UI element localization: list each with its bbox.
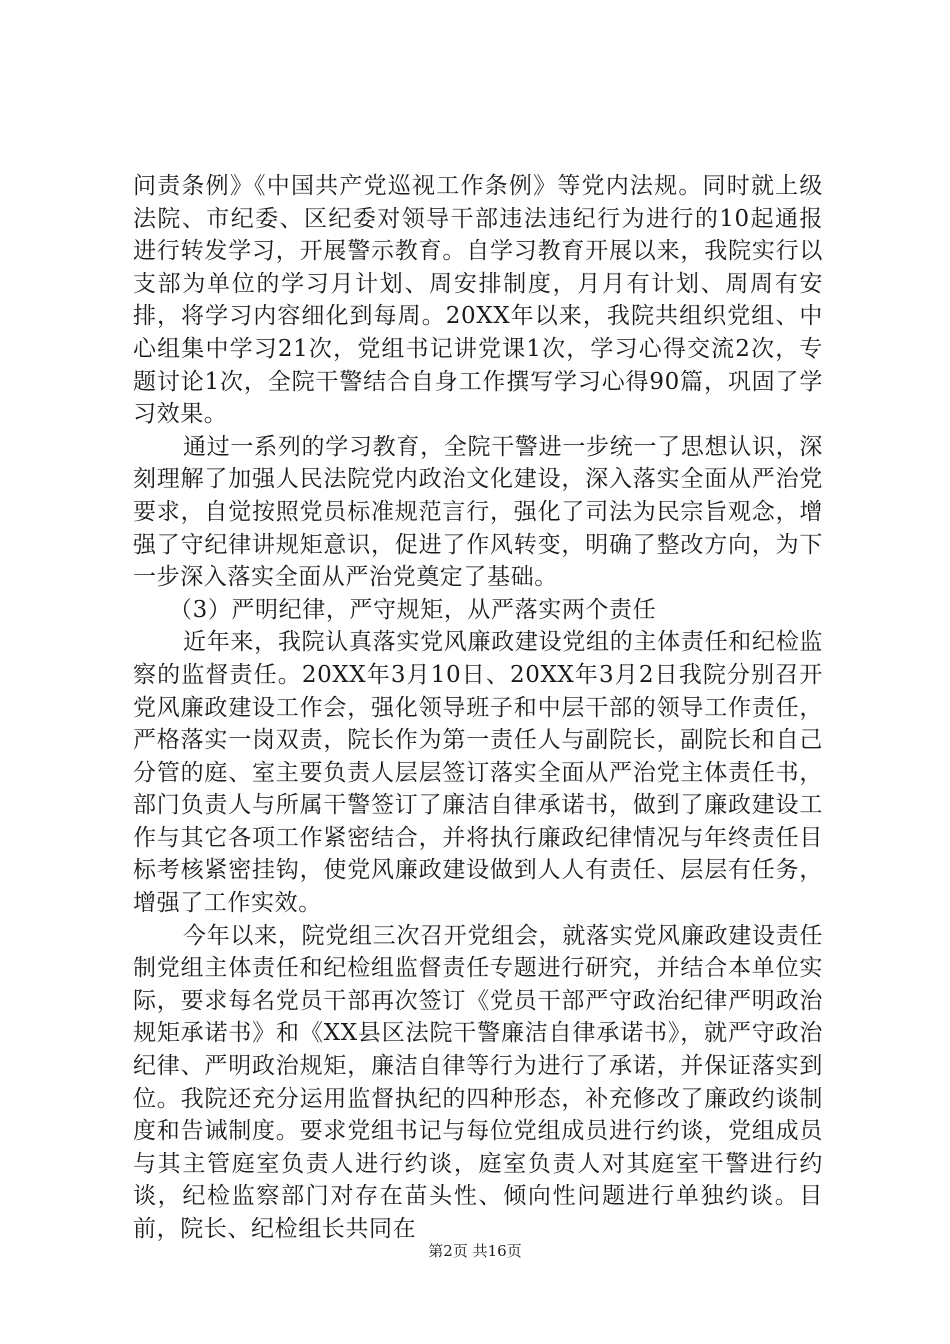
section-heading: （3）严明纪律，严守规矩，从严落实两个责任 [169, 596, 657, 623]
paragraph-study-outcome: 通过一系列的学习教育，全院干警进一步统一了思想认识，深刻理解了加强人民法院党内政治文化建设，深入落实全面从严治党要求，自觉按照党员标准规范言行，强化了司法为民宗旨观念，增强了守纪律讲规矩意识，促进了作风转变，明确了整改方向，为下一步深入落实全面从严治党奠定了基础。 [133, 433, 823, 591]
paragraph-this-year: 今年以来，院党组三次召开党组会，就落实党风廉政建设责任制党组主体责任和纪检组监督责任专题进行研究，并结合本单位实际，要求每名党员干部再次签订《党员干部严守政治纪律严明政治规矩承诺书》和《XX县区法院干警廉洁自律承诺书》，就严守政治纪律、严明政治规矩，廉洁自律等行为进行了承诺，并保证落实到位。我院还充分运用监督执纪的四种形态，补充修改了廉政约谈制度和告诫制度。要求党组书记与每位党组成员进行约谈，党组成员与其主管庭室负责人进行约谈，庭室负责人对其庭室干警进行约谈，纪检监察部门对存在苗头性、倾向性问题进行单独约谈。目前，院长、纪检组长共同在 [133, 922, 823, 1242]
paragraph-continuation: 问责条例》《中国共产党巡视工作条例》等党内法规。同时就上级法院、市纪委、区纪委对领导干部违法违纪行为进行的10起通报进行转发学习，开展警示教育。自学习教育开展以来，我院实行以支部为单位的学习月计划、周安排制度，月月有计划、周周有安排，将学习内容细化到每周。20XX年以来，我院共组织党组、中心组集中学习21次，党组书记讲党课1次，学习心得交流2次，专题讨论1次，全院干警结合自身工作撰写学习心得90篇，巩固了学习效果。 [133, 173, 823, 428]
page-number-footer: 第2页 共16页 [428, 1242, 522, 1260]
paragraph-responsibility: 近年来，我院认真落实党风廉政建设党组的主体责任和纪检监察的监督责任。20XX年3月10日、20XX年3月2日我院分别召开党风廉政建设工作会，强化领导班子和中层干部的领导工作责任，严格落实一岗双责，院长作为第一责任人与副院长，副院长和自己分管的庭、室主要负责人层层签订落实全面从严治党主体责任书，部门负责人与所属干警签订了廉洁自律承诺书，做到了廉政建设工作与其它各项工作紧密结合，并将执行廉政纪律情况与年终责任目标考核紧密挂钩，使党风廉政建设做到人人有责任、层层有任务，增强了工作实效。 [133, 629, 823, 917]
document-body [133, 170, 823, 1246]
